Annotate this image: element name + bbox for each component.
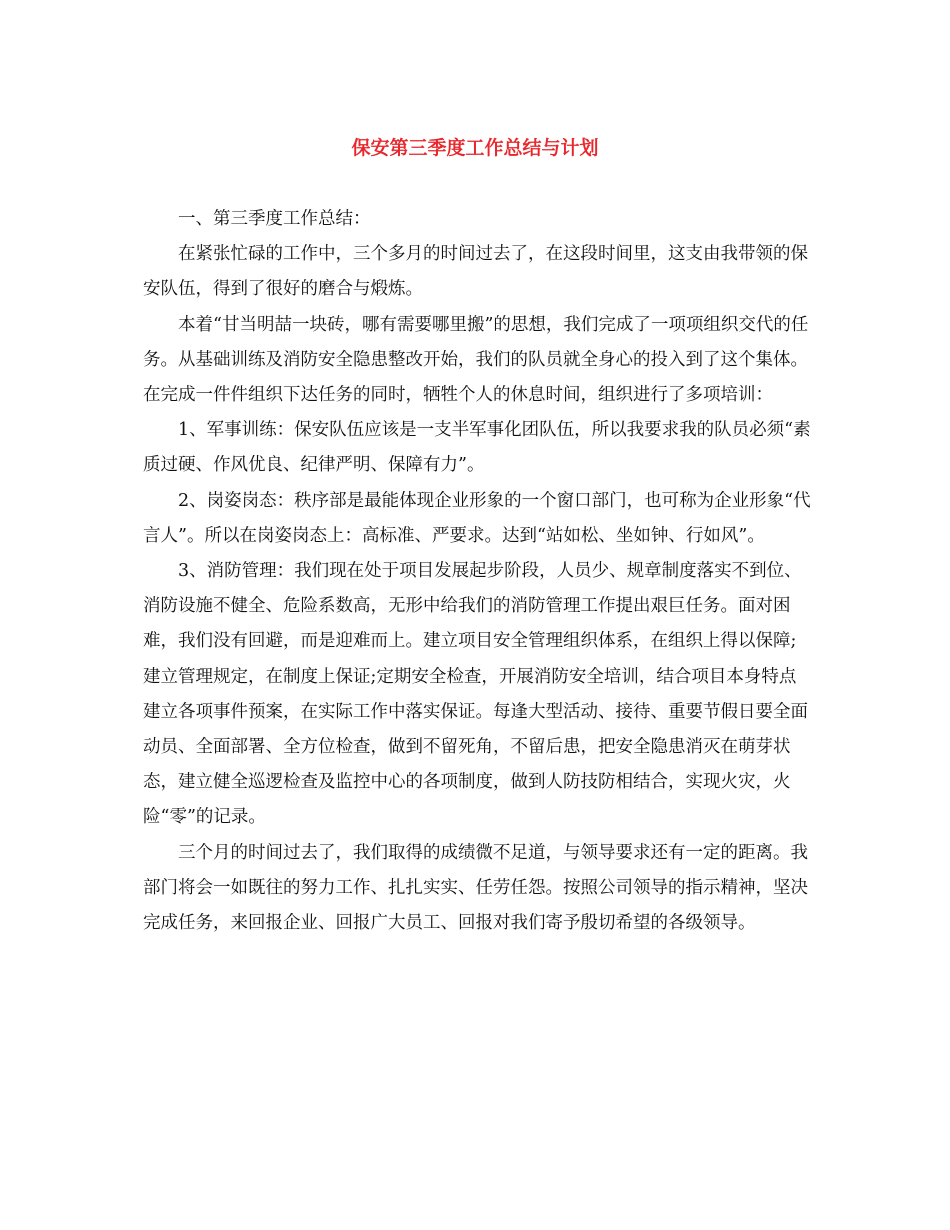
paragraph-conclusion: 三个月的时间过去了，我们取得的成绩微不足道，与领导要求还有一定的距离。我部门将会一如既往的努力工作、扎扎实实、任劳任怨。按照公司领导的指示精神，坚决完成任务，来回报企业、回报广大员工、回报对我们寄予殷切希望的各级领导。: [143, 842, 808, 934]
paragraph-posture: 2、岗姿岗态：秩序部是最能体现企业形象的一个窗口部门，也可称为企业形象“代言人”。所以在岗姿岗态上：高标准、严要求。达到“站如松、坐如钟、行如风”。: [143, 490, 811, 546]
document-title: 保安第三季度工作总结与计划: [351, 137, 599, 159]
paragraph-military-training: 1、军事训练：保安队伍应该是一支半军事化团队伍，所以我要求我的队员必须“素质过硬、作风优良、纪律严明、保障有力”。: [143, 420, 811, 476]
document-body: [143, 202, 811, 941]
paragraph-fire-management: 3、消防管理：我们现在处于项目发展起步阶段，人员少、规章制度落实不到位、消防设施不健全、危险系数高，无形中给我们的消防管理工作提出艰巨任务。面对困难，我们没有回避，而是迎难而上。建立项目安全管理组织体系，在组织上得以保障;建立管理规定，在制度上保证;定期安全检查，开展消防安全培训，结合项目本身特点建立各项事件预案，在实际工作中落实保证。每逢大型活动、接待、重要节假日要全面动员、全面部署、全方位检查，做到不留死角，不留后患，把安全隐患消灭在萌芽状态，建立健全巡逻检查及监控中心的各项制度，做到人防技防相结合，实现火灾，火险“零”的记录。: [143, 561, 808, 828]
paragraph-intro: 在紧张忙碌的工作中，三个多月的时间过去了，在这段时间里，这支由我带领的保安队伍，得到了很好的磨合与煅炼。: [143, 244, 808, 300]
section-heading-q3-summary: 一、第三季度工作总结：: [178, 209, 371, 229]
paragraph-tasks-completed: 本着“甘当明喆一块砖，哪有需要哪里搬”的思想，我们完成了一项项组织交代的任务。从基础训练及消防安全隐患整改开始，我们的队员就全身心的投入到了这个集体。在完成一件件组织下达任务的同时，牺牲个人的休息时间，组织进行了多项培训：: [143, 314, 809, 406]
